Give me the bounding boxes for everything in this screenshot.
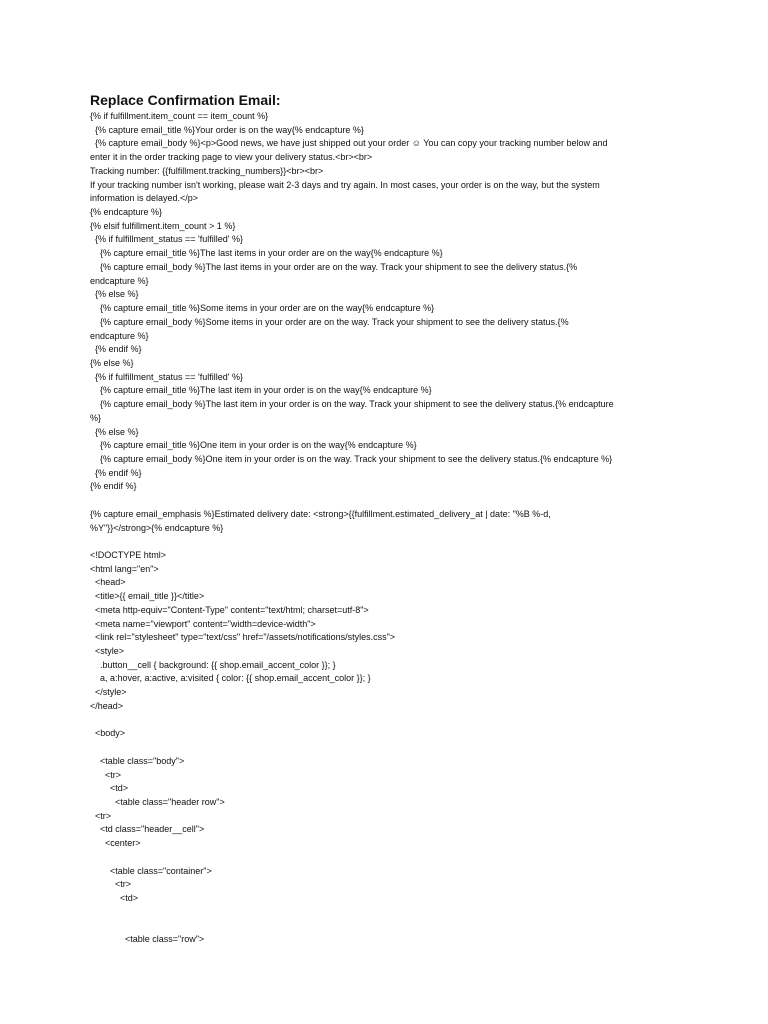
code-line: {% capture email_title %}The last item in your order is on the way{% endcapture %} — [90, 385, 432, 396]
code-line: <tr> — [90, 769, 122, 780]
code-line — [90, 494, 680, 508]
code-line: <meta name="viewport" content="width=device-width"> — [90, 618, 316, 629]
code-line: <td class="header__cell"> — [90, 824, 205, 835]
code-line: {% capture email_body %}The last items in your order are on the way. Track your shipment to see the delivery status.{% — [90, 261, 578, 272]
code-line: information is delayed.</p> — [90, 193, 199, 204]
code-line: {% capture email_title %}One item in your order is on the way{% endcapture %} — [90, 440, 417, 451]
code-line: Tracking number: {{fulfillment.tracking_numbers}}<br><br> — [90, 165, 324, 176]
code-line: {% capture email_title %}Your order is on the way{% endcapture %} — [90, 124, 364, 135]
code-listing — [90, 110, 680, 947]
code-line — [90, 535, 680, 549]
code-line: endcapture %} — [90, 330, 149, 341]
code-line: .button__cell { background: {{ shop.email_accent_color }}; } — [90, 659, 336, 670]
code-line: <!DOCTYPE html> — [90, 550, 167, 560]
code-line: %} — [90, 412, 102, 423]
code-line: {% capture email_body %}Some items in your order are on the way. Track your shipment to see the delivery status.{% — [90, 316, 569, 327]
code-line: <table class="body"> — [90, 755, 185, 766]
code-line: {% if fulfillment_status == 'fulfilled' %} — [90, 234, 244, 245]
code-line — [90, 919, 680, 933]
code-line: {% elsif fulfillment.item_count > 1 %} — [90, 220, 236, 231]
code-line: {% endif %} — [90, 467, 142, 478]
code-line — [90, 741, 680, 755]
code-line: <table class="container"> — [90, 865, 212, 876]
code-line: {% if fulfillment_status == 'fulfilled' %} — [90, 371, 244, 382]
code-line: <td> — [90, 892, 139, 903]
code-line: {% else %} — [90, 426, 139, 437]
code-line: <style> — [90, 646, 125, 657]
code-line: {% capture email_body %}One item in your order is on the way. Track your shipment to see the delivery status.{% endcapture %} — [90, 453, 613, 464]
code-line: {% endif %} — [90, 344, 142, 355]
code-line: <body> — [90, 728, 126, 739]
code-line: <table class="row"> — [90, 934, 205, 945]
code-line: {% else %} — [90, 289, 139, 300]
code-line: {% capture email_title %}Some items in your order are on the way{% endcapture %} — [90, 303, 435, 314]
code-line — [90, 714, 680, 728]
code-line: <title>{{ email_title }}</title> — [90, 591, 205, 602]
code-line: {% capture email_body %}<p>Good news, we have just shipped out your order ☺ You can copy your tracking number below and — [90, 138, 608, 149]
code-line: If your tracking number isn't working, please wait 2-3 days and try again. In most cases, your order is on the way, but the system — [90, 179, 600, 190]
code-line: <link rel="stylesheet" type="text/css" href="/assets/notifications/styles.css"> — [90, 632, 396, 643]
code-line: {% capture email_emphasis %}Estimated delivery date: <strong>{{fulfillment.estimated_delivery_at | date: "%B %-d, — [90, 508, 551, 519]
code-line: {% endcapture %} — [90, 207, 163, 218]
document-title: Replace Confirmation Email: — [90, 92, 281, 108]
code-line: <html lang="en"> — [90, 563, 159, 574]
code-line: </style> — [90, 687, 127, 698]
code-line: {% if fulfillment.item_count == item_count %} — [90, 111, 269, 121]
code-line: {% endif %} — [90, 481, 137, 492]
code-line: {% capture email_title %}The last items in your order are on the way{% endcapture %} — [90, 248, 443, 259]
code-line: <table class="header row"> — [90, 796, 225, 807]
document-page — [90, 92, 680, 947]
code-line: {% else %} — [90, 357, 134, 368]
code-line: <head> — [90, 577, 126, 588]
code-line: {% capture email_body %}The last item in your order is on the way. Track your shipment to see the delivery status.{% endcapture — [90, 399, 614, 410]
code-line: </head> — [90, 700, 124, 711]
code-line — [90, 851, 680, 865]
code-line: endcapture %} — [90, 275, 149, 286]
code-line: <center> — [90, 838, 141, 849]
code-line: enter it in the order tracking page to view your delivery status.<br><br> — [90, 152, 373, 163]
code-line: <td> — [90, 783, 129, 794]
code-line: a, a:hover, a:active, a:visited { color: {{ shop.email_accent_color }}; } — [90, 673, 371, 684]
code-line: <tr> — [90, 879, 132, 890]
code-line: %Y"}}</strong>{% endcapture %} — [90, 522, 224, 533]
code-line: <tr> — [90, 810, 112, 821]
code-line: <meta http-equiv="Content-Type" content="text/html; charset=utf-8"> — [90, 604, 369, 615]
code-line — [90, 906, 680, 920]
